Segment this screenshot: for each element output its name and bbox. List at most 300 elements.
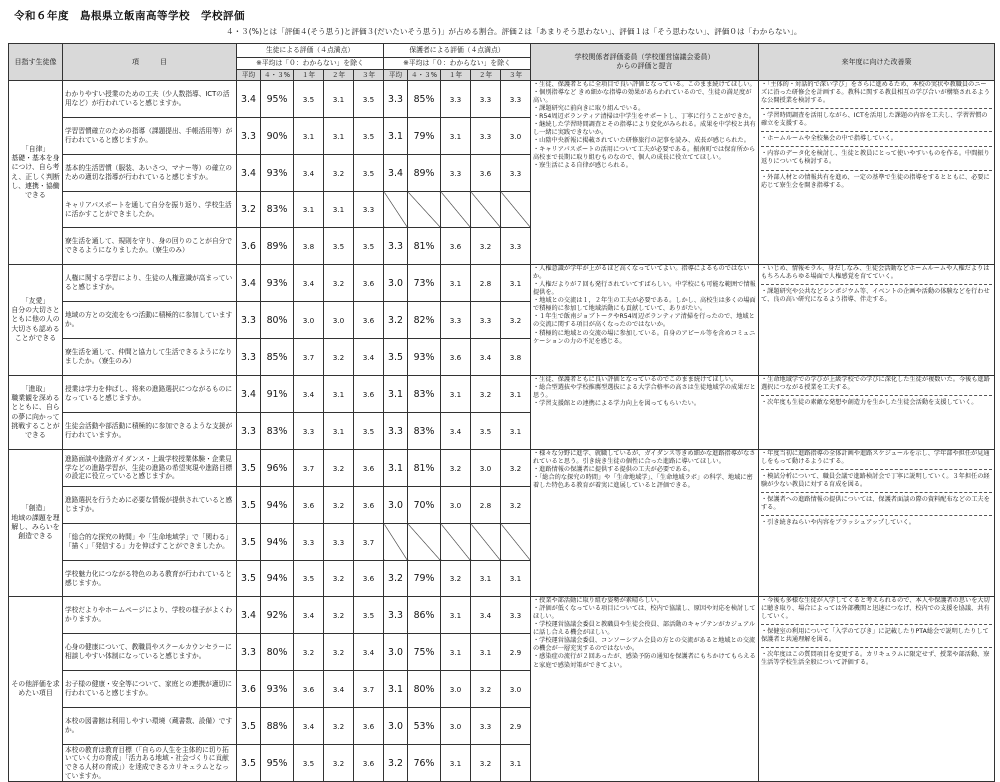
item-cell: 寮生活を通して、仲間と協力して生活できるようになりましたか。（寮生のみ） — [63, 339, 237, 376]
table-row — [9, 376, 995, 413]
student-y1-cell: 3.6 — [294, 487, 324, 524]
parent-y1-cell: 3.1 — [441, 265, 471, 302]
student-pct-cell: 89% — [261, 228, 294, 265]
parent-y2-cell: 2.8 — [471, 487, 501, 524]
item-cell: わかりやすい授業のための工夫（少人数指導、ICTの活用など）が行われていると感じますか。 — [63, 81, 237, 118]
parent-y2-cell: 3.1 — [471, 561, 501, 597]
student-pct-cell: 94% — [261, 561, 294, 597]
student-y3-cell: 3.4 — [354, 339, 384, 376]
header-p-y2: ２年 — [471, 70, 501, 81]
student-y2-cell: 3.1 — [324, 376, 354, 413]
parent-pct-cell: 85% — [408, 81, 441, 118]
parent-y1-cell: 3.0 — [441, 708, 471, 745]
student-y1-cell: 3.1 — [294, 118, 324, 155]
improvement-item: ・「主体的・対話的で深い学び」をさらに進めるため、本校の実状や教職員のニーズに沿った研修会を計画する。教科に関する教員相互の学び合いが構築されるような公開授業を検討する。 — [761, 81, 990, 105]
student-pct-cell: 90% — [261, 118, 294, 155]
student-y3-cell: 3.5 — [354, 81, 384, 118]
parent-y2-cell: 3.4 — [471, 597, 501, 634]
divider — [761, 469, 992, 470]
parent-y2-cell: 3.0 — [471, 450, 501, 487]
item-cell: 基本的生活習慣（服装、あいさつ、マナー等）の確立のための適切な指導が行われていると感じますか。 — [63, 155, 237, 192]
committee-comment: ・地域との交流は１，２年生の工夫が必要である。しかし、高校生は多くの場面で積極的に参加して地域活動にも貢献していて、ありがたい。 — [533, 297, 756, 313]
student-avg-cell: 3.3 — [237, 339, 261, 376]
goal-cell: 「自律」 基礎・基本を身につけ、自ら考え、正しく判断し、連携・協働できる — [9, 81, 63, 265]
student-avg-cell: 3.5 — [237, 487, 261, 524]
student-pct-cell: 94% — [261, 524, 294, 561]
header-s-avg: 平均 — [237, 70, 261, 81]
student-pct-cell: 94% — [261, 487, 294, 524]
student-y1-cell: 3.6 — [294, 671, 324, 708]
divider — [761, 492, 992, 493]
improvement-item: ・模試分析について、職員会議で進路検討会で丁寧に説明していく。３年担任の経験が少ない教員に対する育成を図る。 — [761, 473, 990, 489]
student-avg-cell: 3.4 — [237, 597, 261, 634]
table-row — [9, 450, 995, 487]
improvement-item: ・学習時間調査を活用しながら、ICTを活用した課題の内容を工夫し、学習習慣の確立を支援する。 — [761, 112, 988, 128]
student-y3-cell: 3.5 — [354, 155, 384, 192]
improvement-item: ・ホームルームや全校集会の中で指導していく。 — [761, 135, 897, 143]
committee-comment: ・「総合的な探究の時間」や「生命地域学」、「生命地域ラボ」の科学、地域に密着した特色ある教育が着実に進展していると評価できる。 — [533, 474, 753, 490]
student-y2-cell: 3.2 — [324, 450, 354, 487]
divider — [761, 170, 992, 171]
parent-avg-cell: 3.2 — [384, 745, 408, 782]
parent-y1-cell: 3.0 — [441, 671, 471, 708]
parent-pct-cell: 53% — [408, 708, 441, 745]
divider — [761, 146, 992, 147]
student-y1-cell: 3.3 — [294, 524, 324, 561]
item-cell: 心身の健康について、教職員やスクールカウンセラーに相談しやすい体制になっていると感じますか。 — [63, 634, 237, 671]
parent-avg-cell: 3.3 — [384, 228, 408, 265]
parent-na-cell — [501, 524, 531, 561]
header-s-pct: ４・３% — [261, 70, 294, 81]
divider — [761, 284, 992, 285]
parent-y2-cell: 3.2 — [471, 671, 501, 708]
parent-avg-cell: 3.0 — [384, 487, 408, 524]
item-cell: 学校魅力化につながる特色のある教育が行われていると感じますか。 — [63, 561, 237, 597]
item-cell: 生徒会活動や部活動に積極的に参加できるような支援が行われていますか。 — [63, 413, 237, 450]
parent-y2-cell: 3.4 — [471, 339, 501, 376]
student-pct-cell: 83% — [261, 413, 294, 450]
parent-na-cell — [441, 524, 471, 561]
parent-pct-cell: 76% — [408, 745, 441, 782]
committee-comment: ・総合型選抜や学校推薦型選抜による大学合格率の高さは生徒地域学の成果だと思う。 — [533, 384, 756, 400]
item-cell: 寮生活を通して、規則を守り、身の回りのことが自分でできるようになりましたか。（寮生のみ） — [63, 228, 237, 265]
parent-avg-cell: 3.3 — [384, 81, 408, 118]
item-cell: 学校だよりやホームページにより、学校の様子がよくわかりますか。 — [63, 597, 237, 634]
parent-y3-cell: 3.3 — [501, 597, 531, 634]
legend-note: ４・３(%)とは「評価４(そう思う)と評価３(だいたいそう思う)」が占める割合。評価２は「あまりそう思わない」、評価１は「そう思わない」、評価０は「わからない」。 — [226, 27, 802, 36]
student-y3-cell: 3.6 — [354, 561, 384, 597]
parent-y2-cell: 3.5 — [471, 413, 501, 450]
improvement-cell — [759, 376, 995, 450]
header-student-sub: ※平均は「０：わからない」を除く — [237, 58, 384, 70]
parent-y1-cell: 3.1 — [441, 745, 471, 782]
parent-pct-cell: 79% — [408, 118, 441, 155]
improvement-item: ・保健室の利用について「入学のてびき」に記載したりPTA総会で説明したりして保護者と共通理解を図る。 — [761, 628, 989, 644]
student-avg-cell: 3.3 — [237, 413, 261, 450]
improvement-item: ・課題研究や公共などシンポジウム等、イベントの企画や活動の体験などを行わせて、良の高い研究になるよう指導、伴走する。 — [761, 288, 990, 304]
committee-comment: ・山陰中央新報に掲載されていた研修旅行の記事を読み、成長が感じられた。 — [533, 137, 750, 145]
student-y2-cell: 3.2 — [324, 265, 354, 302]
student-y2-cell: 3.2 — [324, 339, 354, 376]
student-y2-cell: 3.0 — [324, 302, 354, 339]
parent-y3-cell: 3.2 — [501, 302, 531, 339]
parent-y2-cell: 3.3 — [471, 302, 501, 339]
student-pct-cell: 91% — [261, 376, 294, 413]
committee-comment: ・感染症の流行が２回あったが、感染予防の通知を保護者にもちかけてもらえると家庭で感染対策ができてよい。 — [533, 653, 756, 669]
divider — [761, 515, 992, 516]
student-y2-cell: 3.2 — [324, 487, 354, 524]
parent-na-cell — [441, 192, 471, 228]
student-avg-cell: 3.4 — [237, 376, 261, 413]
item-cell: キャリアパスポートを通して自分を振り返り、学校生活に活かすことができましたか。 — [63, 192, 237, 228]
header-committee: 学校関係者評価委員（学校運営協議会委員） からの評価と提言 — [531, 44, 759, 81]
divider — [761, 624, 992, 625]
parent-y1-cell: 3.0 — [441, 487, 471, 524]
parent-na-cell — [384, 524, 408, 561]
committee-comment-cell — [531, 376, 759, 450]
parent-avg-cell: 3.1 — [384, 118, 408, 155]
student-y2-cell: 3.2 — [324, 745, 354, 782]
divider — [761, 108, 992, 109]
improvement-item: ・今後も多様な生徒が入学してくると考えられるので、本人や保護者の思いを大切に聴き取り、場合によっては外部機関と迅速につなげ、校内での支援を協議、共有していく。 — [761, 597, 990, 621]
student-avg-cell: 3.3 — [237, 302, 261, 339]
student-avg-cell: 3.4 — [237, 81, 261, 118]
parent-y3-cell: 3.0 — [501, 118, 531, 155]
student-avg-cell: 3.3 — [237, 634, 261, 671]
parent-avg-cell: 3.2 — [384, 302, 408, 339]
parent-y2-cell: 3.1 — [471, 634, 501, 671]
parent-y3-cell: 3.1 — [501, 265, 531, 302]
committee-comment: ・積極的に地域との交流の場に参加している。自身のアピール等を含めコミュニケーションの力の不足を感じる。 — [533, 329, 756, 345]
parent-avg-cell: 3.0 — [384, 634, 408, 671]
committee-comment: ・様々な分野に進学、就職しているが、ガイダンス等きめ細かな進路指導がなされていると思う。引き続き生徒の個性に合った進路に導いてほしい。 — [533, 450, 756, 466]
parent-avg-cell: 3.1 — [384, 376, 408, 413]
student-y3-cell: 3.7 — [354, 524, 384, 561]
parent-pct-cell: 89% — [408, 155, 441, 192]
item-cell: 本校の図書館は利用しやすい環境（蔵書数、設備）ですか。 — [63, 708, 237, 745]
committee-comment: ・個別指導など きめ細かな指導の効果があらわれているので、生徒の満足度が高い。 — [533, 89, 752, 105]
parent-y2-cell: 3.3 — [471, 81, 501, 118]
committee-comment: ・継続した学習時間調査とその指導により変化がみられる。成果を中学校と共有し一緒に実践できないか。 — [533, 121, 756, 137]
divider — [761, 395, 992, 396]
student-y1-cell: 3.7 — [294, 339, 324, 376]
parent-pct-cell: 86% — [408, 597, 441, 634]
improvement-item: ・生命地域学での学びが上級学校での学びに深化した生徒が複数いた。今後も進路選択につながる授業を工夫する。 — [761, 376, 990, 392]
parent-na-cell — [471, 192, 501, 228]
item-cell: 授業は学力を伸ばし、将来の進路選択につながるものになっていると感じますか。 — [63, 376, 237, 413]
student-y3-cell: 3.6 — [354, 450, 384, 487]
parent-y3-cell: 2.9 — [501, 708, 531, 745]
goal-cell: その他評価を求めたい項目 — [9, 597, 63, 782]
student-y3-cell: 3.6 — [354, 376, 384, 413]
student-pct-cell: 93% — [261, 155, 294, 192]
committee-comment: ・キャリアパスポートの活用について工夫が必要である。振南町では保育所から高校まで長期に取り組むものなので、個人の成長に役立ててほしい。 — [533, 145, 756, 161]
parent-pct-cell: 81% — [408, 228, 441, 265]
student-y3-cell: 3.3 — [354, 192, 384, 228]
student-pct-cell: 95% — [261, 81, 294, 118]
improvement-item: ・次年度も生徒の素敵な発想や創造力を生かした生徒会活動を支援していく。 — [761, 399, 978, 407]
divider — [761, 131, 992, 132]
committee-comment: ・学校運営協議会委員と教職員や生徒会役員、部活動のキャプテンがカジュアルに話し合える機会がほしい。 — [533, 621, 756, 637]
parent-y3-cell: 2.9 — [501, 634, 531, 671]
committee-comment: ・授業や部活動に取り組む姿勢が素晴らしい。 — [533, 597, 663, 604]
committee-comment: ・学校運営協議会委員、コンソーシアム会員の方との交流があると地域との交流の機会が一層充実するのではないか。 — [533, 637, 756, 653]
student-y3-cell: 3.5 — [354, 413, 384, 450]
parent-y3-cell: 3.1 — [501, 561, 531, 597]
student-y3-cell: 3.4 — [354, 634, 384, 671]
student-y3-cell: 3.5 — [354, 118, 384, 155]
committee-comment: ・学習支援館との連携による学力向上を図ってもらいたい。 — [533, 400, 701, 408]
improvement-item: ・いじめ、情報モラル、身だしなみ、生徒会活動などホームルームや人権だよりはもちろんあらゆる場面で人権感覚を育てていく。 — [761, 265, 990, 281]
improvement-cell — [759, 597, 995, 782]
student-avg-cell: 3.4 — [237, 265, 261, 302]
parent-y1-cell: 3.1 — [441, 376, 471, 413]
header-p-pct: ４・３% — [408, 70, 441, 81]
parent-y2-cell: 3.2 — [471, 228, 501, 265]
student-avg-cell: 3.6 — [237, 671, 261, 708]
parent-y1-cell: 3.3 — [441, 302, 471, 339]
improvement-item: ・保護者への進路情報の提供については、保護者面談の際の資料配布などの工夫をする。 — [761, 496, 990, 512]
improvement-cell — [759, 81, 995, 265]
student-y3-cell: 3.5 — [354, 228, 384, 265]
student-pct-cell: 88% — [261, 708, 294, 745]
committee-comment: ・評価が低くなっている項目については、校内で協議し、原因や対応を検討してほしい。 — [533, 605, 756, 621]
improvement-item: ・次年度はこの質問項目を変更する。カリキュラムに限定せず、授業や部活動、寮生活等学校生活全般について評価する。 — [761, 651, 990, 667]
student-y2-cell: 3.2 — [324, 708, 354, 745]
student-avg-cell: 3.5 — [237, 745, 261, 782]
parent-pct-cell: 70% — [408, 487, 441, 524]
parent-y3-cell: 3.3 — [501, 81, 531, 118]
committee-comment: ・１年生で飯南ジョブトークやR54周辺ボランティア清掃を行ったので、地域との交流に関する項目が高くなったのではないか。 — [533, 313, 755, 329]
committee-comment: ・人権だよりが７回も発行されていてすばらしい。中学校にも可能な範囲で情報提供を。 — [533, 281, 756, 297]
parent-na-cell — [384, 192, 408, 228]
student-y2-cell: 3.1 — [324, 81, 354, 118]
improvement-cell — [759, 265, 995, 376]
student-y2-cell: 3.2 — [324, 597, 354, 634]
student-y2-cell: 3.2 — [324, 155, 354, 192]
header-student: 生徒による評価（４点満点） — [237, 44, 384, 58]
parent-pct-cell: 75% — [408, 634, 441, 671]
student-y2-cell: 3.4 — [324, 671, 354, 708]
parent-y2-cell: 3.2 — [471, 376, 501, 413]
parent-y2-cell: 3.2 — [471, 745, 501, 782]
goal-cell: 「創造」 地域の課題を理解し、みらいを創造できる — [9, 450, 63, 597]
header-parent-sub: ※平均は「０：わからない」を除く — [384, 58, 531, 70]
parent-avg-cell: 3.1 — [384, 450, 408, 487]
parent-y1-cell: 3.1 — [441, 634, 471, 671]
header-s-y1: １年 — [294, 70, 324, 81]
student-y1-cell: 3.3 — [294, 413, 324, 450]
student-y3-cell: 3.6 — [354, 487, 384, 524]
parent-y3-cell: 3.8 — [501, 339, 531, 376]
parent-pct-cell: 82% — [408, 302, 441, 339]
header-s-y2: ２年 — [324, 70, 354, 81]
improvement-item: ・外部人材との情報共有を進め、一定の基準で生徒の指導をするとともに、必要に応じて寮生会を開き指導する。 — [761, 173, 990, 189]
student-avg-cell: 3.4 — [237, 155, 261, 192]
committee-comment-cell — [531, 450, 759, 597]
student-y3-cell: 3.7 — [354, 671, 384, 708]
student-pct-cell: 95% — [261, 745, 294, 782]
divider — [761, 647, 992, 648]
table-row — [9, 597, 995, 634]
student-y3-cell: 3.6 — [354, 745, 384, 782]
student-y2-cell: 3.1 — [324, 118, 354, 155]
page-title: 令和６年度 島根県立飯南高等学校 学校評価 — [14, 10, 245, 22]
student-pct-cell: 80% — [261, 302, 294, 339]
improvement-cell — [759, 450, 995, 597]
parent-y3-cell: 3.1 — [501, 376, 531, 413]
student-avg-cell: 3.5 — [237, 561, 261, 597]
parent-pct-cell: 79% — [408, 561, 441, 597]
header-parent: 保護者による評価（４点満点） — [384, 44, 531, 58]
goal-cell: 「進取」 職業観を深めるとともに、自らの夢に向かって挑戦することができる — [9, 376, 63, 450]
student-y1-cell: 3.2 — [294, 634, 324, 671]
student-y2-cell: 3.5 — [324, 228, 354, 265]
parent-pct-cell: 81% — [408, 450, 441, 487]
student-avg-cell: 3.5 — [237, 708, 261, 745]
parent-y3-cell: 3.1 — [501, 745, 531, 782]
parent-y3-cell: 3.3 — [501, 155, 531, 192]
parent-y3-cell: 3.1 — [501, 413, 531, 450]
student-y1-cell: 3.5 — [294, 81, 324, 118]
student-y1-cell: 3.4 — [294, 265, 324, 302]
parent-y1-cell: 3.6 — [441, 228, 471, 265]
student-y1-cell: 3.4 — [294, 708, 324, 745]
student-y1-cell: 3.4 — [294, 376, 324, 413]
evaluation-table — [8, 43, 995, 782]
parent-y2-cell: 3.3 — [471, 708, 501, 745]
header-p-y1: １年 — [441, 70, 471, 81]
student-y3-cell: 3.6 — [354, 302, 384, 339]
header-p-avg: 平均 — [384, 70, 408, 81]
student-y1-cell: 3.5 — [294, 561, 324, 597]
parent-na-cell — [408, 192, 441, 228]
parent-y1-cell: 3.1 — [441, 118, 471, 155]
goal-cell: 「友愛」 自分の大切さとともに他の人の大切さも認めることができる — [9, 265, 63, 376]
parent-y2-cell: 2.8 — [471, 265, 501, 302]
student-avg-cell: 3.6 — [237, 228, 261, 265]
committee-comment: ・進路情報の保護者に提供する提供の工夫が必要である。 — [533, 466, 694, 474]
table-row — [9, 81, 995, 118]
parent-pct-cell: 80% — [408, 671, 441, 708]
parent-na-cell — [501, 192, 531, 228]
parent-y1-cell: 3.2 — [441, 561, 471, 597]
header-improve: 来年度に向けた改善策 — [759, 44, 995, 81]
item-cell: 「総合的な探究の時間」や「生命地域学」で「関わる」「描く」「発信する」力を伸ばすことができましたか。 — [63, 524, 237, 561]
header-p-y3: ３年 — [501, 70, 531, 81]
parent-na-cell — [471, 524, 501, 561]
committee-comment: ・寮生活による自律が感じられる。 — [533, 161, 632, 169]
parent-avg-cell: 3.3 — [384, 597, 408, 634]
student-y1-cell: 3.5 — [294, 745, 324, 782]
parent-pct-cell: 83% — [408, 376, 441, 413]
header-goal: 目指す生徒像 — [9, 44, 63, 81]
table-row — [9, 265, 995, 302]
student-y3-cell: 3.6 — [354, 708, 384, 745]
parent-pct-cell: 93% — [408, 339, 441, 376]
item-cell: 本校の教育は教育目標（「自らの人生を主体的に切り拓いていく力の育成」「活力ある地域・社会づくりに貢献できる人材の育成」）を達成できるカリキュラムとなっていますか。 — [63, 745, 237, 782]
improvement-item: ・内容のデータ化を検討し、生徒と教員にとって使いやすいものを作る。中間振り返りについても検討する。 — [761, 150, 990, 166]
item-cell: お子様の健康・安全等について、家庭との連携が適切に行われていると感じますか。 — [63, 671, 237, 708]
committee-comment: ・R54周辺ボランティア清掃は中学生をサポートし、丁寧に行うことができた。 — [533, 113, 756, 121]
student-y1-cell: 3.8 — [294, 228, 324, 265]
student-pct-cell: 93% — [261, 265, 294, 302]
student-y1-cell: 3.0 — [294, 302, 324, 339]
student-y1-cell: 3.4 — [294, 155, 324, 192]
committee-comment-cell — [531, 597, 759, 782]
parent-y2-cell: 3.6 — [471, 155, 501, 192]
parent-avg-cell: 3.1 — [384, 671, 408, 708]
parent-avg-cell: 3.4 — [384, 155, 408, 192]
student-pct-cell: 83% — [261, 192, 294, 228]
committee-comment: ・人権意識が学年が上がるほど高くなっていてよい。指導によるものではないか。 — [533, 265, 750, 281]
parent-avg-cell: 3.0 — [384, 708, 408, 745]
committee-comment: ・生徒、保護者ともに全項目で良い評価となっている。このまま続けてほしい。 — [533, 81, 756, 88]
student-pct-cell: 96% — [261, 450, 294, 487]
student-y2-cell: 3.1 — [324, 413, 354, 450]
item-cell: 学習習慣確立のための指導（課題提出、手帳活用等）が行われていると感じますか。 — [63, 118, 237, 155]
student-avg-cell: 3.3 — [237, 118, 261, 155]
student-pct-cell: 80% — [261, 634, 294, 671]
parent-avg-cell: 3.0 — [384, 265, 408, 302]
parent-y3-cell: 3.3 — [501, 228, 531, 265]
student-y1-cell: 3.7 — [294, 450, 324, 487]
parent-avg-cell: 3.2 — [384, 561, 408, 597]
parent-y2-cell: 3.3 — [471, 118, 501, 155]
student-y3-cell: 3.5 — [354, 597, 384, 634]
header-s-y3: ３年 — [354, 70, 384, 81]
student-y1-cell: 3.4 — [294, 597, 324, 634]
committee-comment: ・課題研究に前向きに取り組んでいる。 — [533, 105, 645, 113]
committee-comment-cell — [531, 265, 759, 376]
student-avg-cell: 3.5 — [237, 450, 261, 487]
parent-y1-cell: 3.3 — [441, 155, 471, 192]
student-avg-cell: 3.2 — [237, 192, 261, 228]
student-y2-cell: 3.2 — [324, 634, 354, 671]
parent-y1-cell: 3.2 — [441, 450, 471, 487]
parent-y1-cell: 3.3 — [441, 81, 471, 118]
parent-pct-cell: 73% — [408, 265, 441, 302]
student-y1-cell: 3.1 — [294, 192, 324, 228]
parent-y1-cell: 3.1 — [441, 597, 471, 634]
student-y2-cell: 3.2 — [324, 561, 354, 597]
parent-pct-cell: 83% — [408, 413, 441, 450]
committee-comment: ・生徒、保護者ともに良い評価となっているのでこのまま続けてほしい。 — [533, 376, 738, 383]
student-y2-cell: 3.3 — [324, 524, 354, 561]
header-item: 項 目 — [63, 44, 237, 81]
student-pct-cell: 93% — [261, 671, 294, 708]
parent-y3-cell: 3.2 — [501, 450, 531, 487]
parent-y1-cell: 3.6 — [441, 339, 471, 376]
parent-y1-cell: 3.4 — [441, 413, 471, 450]
student-pct-cell: 92% — [261, 597, 294, 634]
improvement-item: ・引き続きねらいや内容をブラッシュアップしていく。 — [761, 519, 915, 527]
student-y3-cell: 3.6 — [354, 265, 384, 302]
parent-y3-cell: 3.2 — [501, 487, 531, 524]
student-pct-cell: 85% — [261, 339, 294, 376]
parent-y3-cell: 3.0 — [501, 671, 531, 708]
committee-comment-cell — [531, 81, 759, 265]
parent-avg-cell: 3.3 — [384, 413, 408, 450]
improvement-item: ・年度当初に進路指導の全体計画や進路スケジュールを示し、学年部や担任が見通しをもって動けるようにする。 — [761, 450, 990, 466]
item-cell: 地域の方との交流をもつ活動に積極的に参加していますか。 — [63, 302, 237, 339]
student-avg-cell: 3.5 — [237, 524, 261, 561]
item-cell: 進路面談や進路ガイダンス・上級学校授業体験・企業見学などの進路学習が、生徒の進路の希望実現や進路目標の設定に役立っていると感じますか。 — [63, 450, 237, 487]
item-cell: 進路選択を行うために必要な情報が提供されていると感じますか。 — [63, 487, 237, 524]
student-y2-cell: 3.1 — [324, 192, 354, 228]
parent-na-cell — [408, 524, 441, 561]
item-cell: 人権に関する学習により、生徒の人権意識が高まっていると感じますか。 — [63, 265, 237, 302]
